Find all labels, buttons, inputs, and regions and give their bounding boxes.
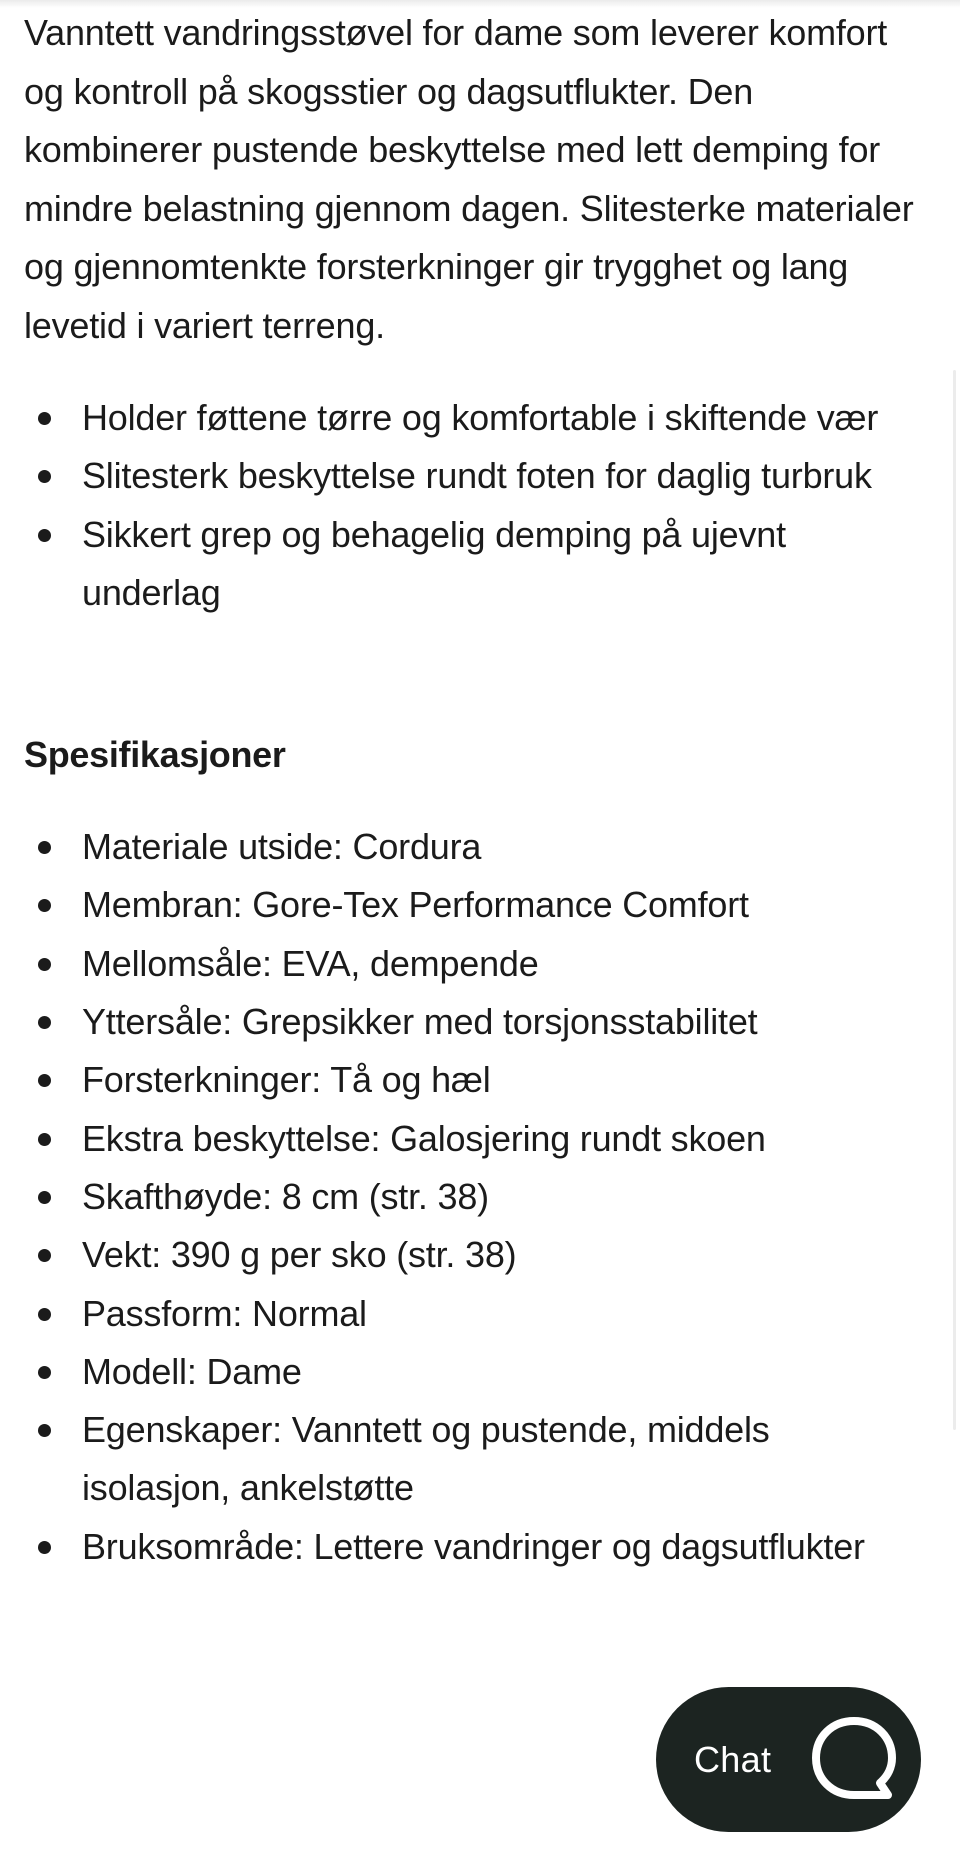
- feature-list: [24, 389, 924, 622]
- spec-item: Modell: Dame: [24, 1343, 924, 1401]
- spec-item: Ekstra beskyttelse: Galosjering rundt skoen: [24, 1110, 924, 1168]
- scrollbar[interactable]: [953, 370, 956, 1430]
- product-description: Vanntett vandringsstøvel for dame som leverer komfort og kontroll på skogsstier og dagsutflukter. Den kombinerer pustende beskyttelse med lett demping for mindre belastning gjennom dagen. Slitesterke materialer og gjennomtenkte forsterkninger gir trygghet og lang levetid i variert terreng.: [24, 12, 914, 346]
- chat-button-label: Chat: [694, 1738, 772, 1780]
- specifications-heading: Spesifikasjoner: [24, 734, 286, 776]
- chat-button[interactable]: [656, 1687, 921, 1832]
- spec-item: Membran: Gore-Tex Performance Comfort: [24, 876, 924, 934]
- spec-item: Materiale utside: Cordura: [24, 818, 924, 876]
- feature-item: Holder føttene tørre og komfortable i skiftende vær: [24, 389, 924, 447]
- chat-bubble-icon: [808, 1713, 900, 1805]
- spec-item: Yttersåle: Grepsikker med torsjonsstabilitet: [24, 993, 924, 1051]
- spec-item: Skafthøyde: 8 cm (str. 38): [24, 1168, 924, 1226]
- feature-item: Sikkert grep og behagelig demping på ujevnt underlag: [24, 506, 924, 623]
- spec-item: Egenskaper: Vanntett og pustende, middels isolasjon, ankelstøtte: [24, 1401, 924, 1518]
- feature-item: Slitesterk beskyttelse rundt foten for daglig turbruk: [24, 447, 924, 505]
- spec-item: Bruksområde: Lettere vandringer og dagsutflukter: [24, 1518, 924, 1576]
- spec-item: Mellomsåle: EVA, dempende: [24, 935, 924, 993]
- specifications-list: [24, 818, 924, 1576]
- product-details: [24, 4, 924, 1576]
- spec-item: Forsterkninger: Tå og hæl: [24, 1051, 924, 1109]
- spec-item: Passform: Normal: [24, 1285, 924, 1343]
- spec-item: Vekt: 390 g per sko (str. 38): [24, 1226, 924, 1284]
